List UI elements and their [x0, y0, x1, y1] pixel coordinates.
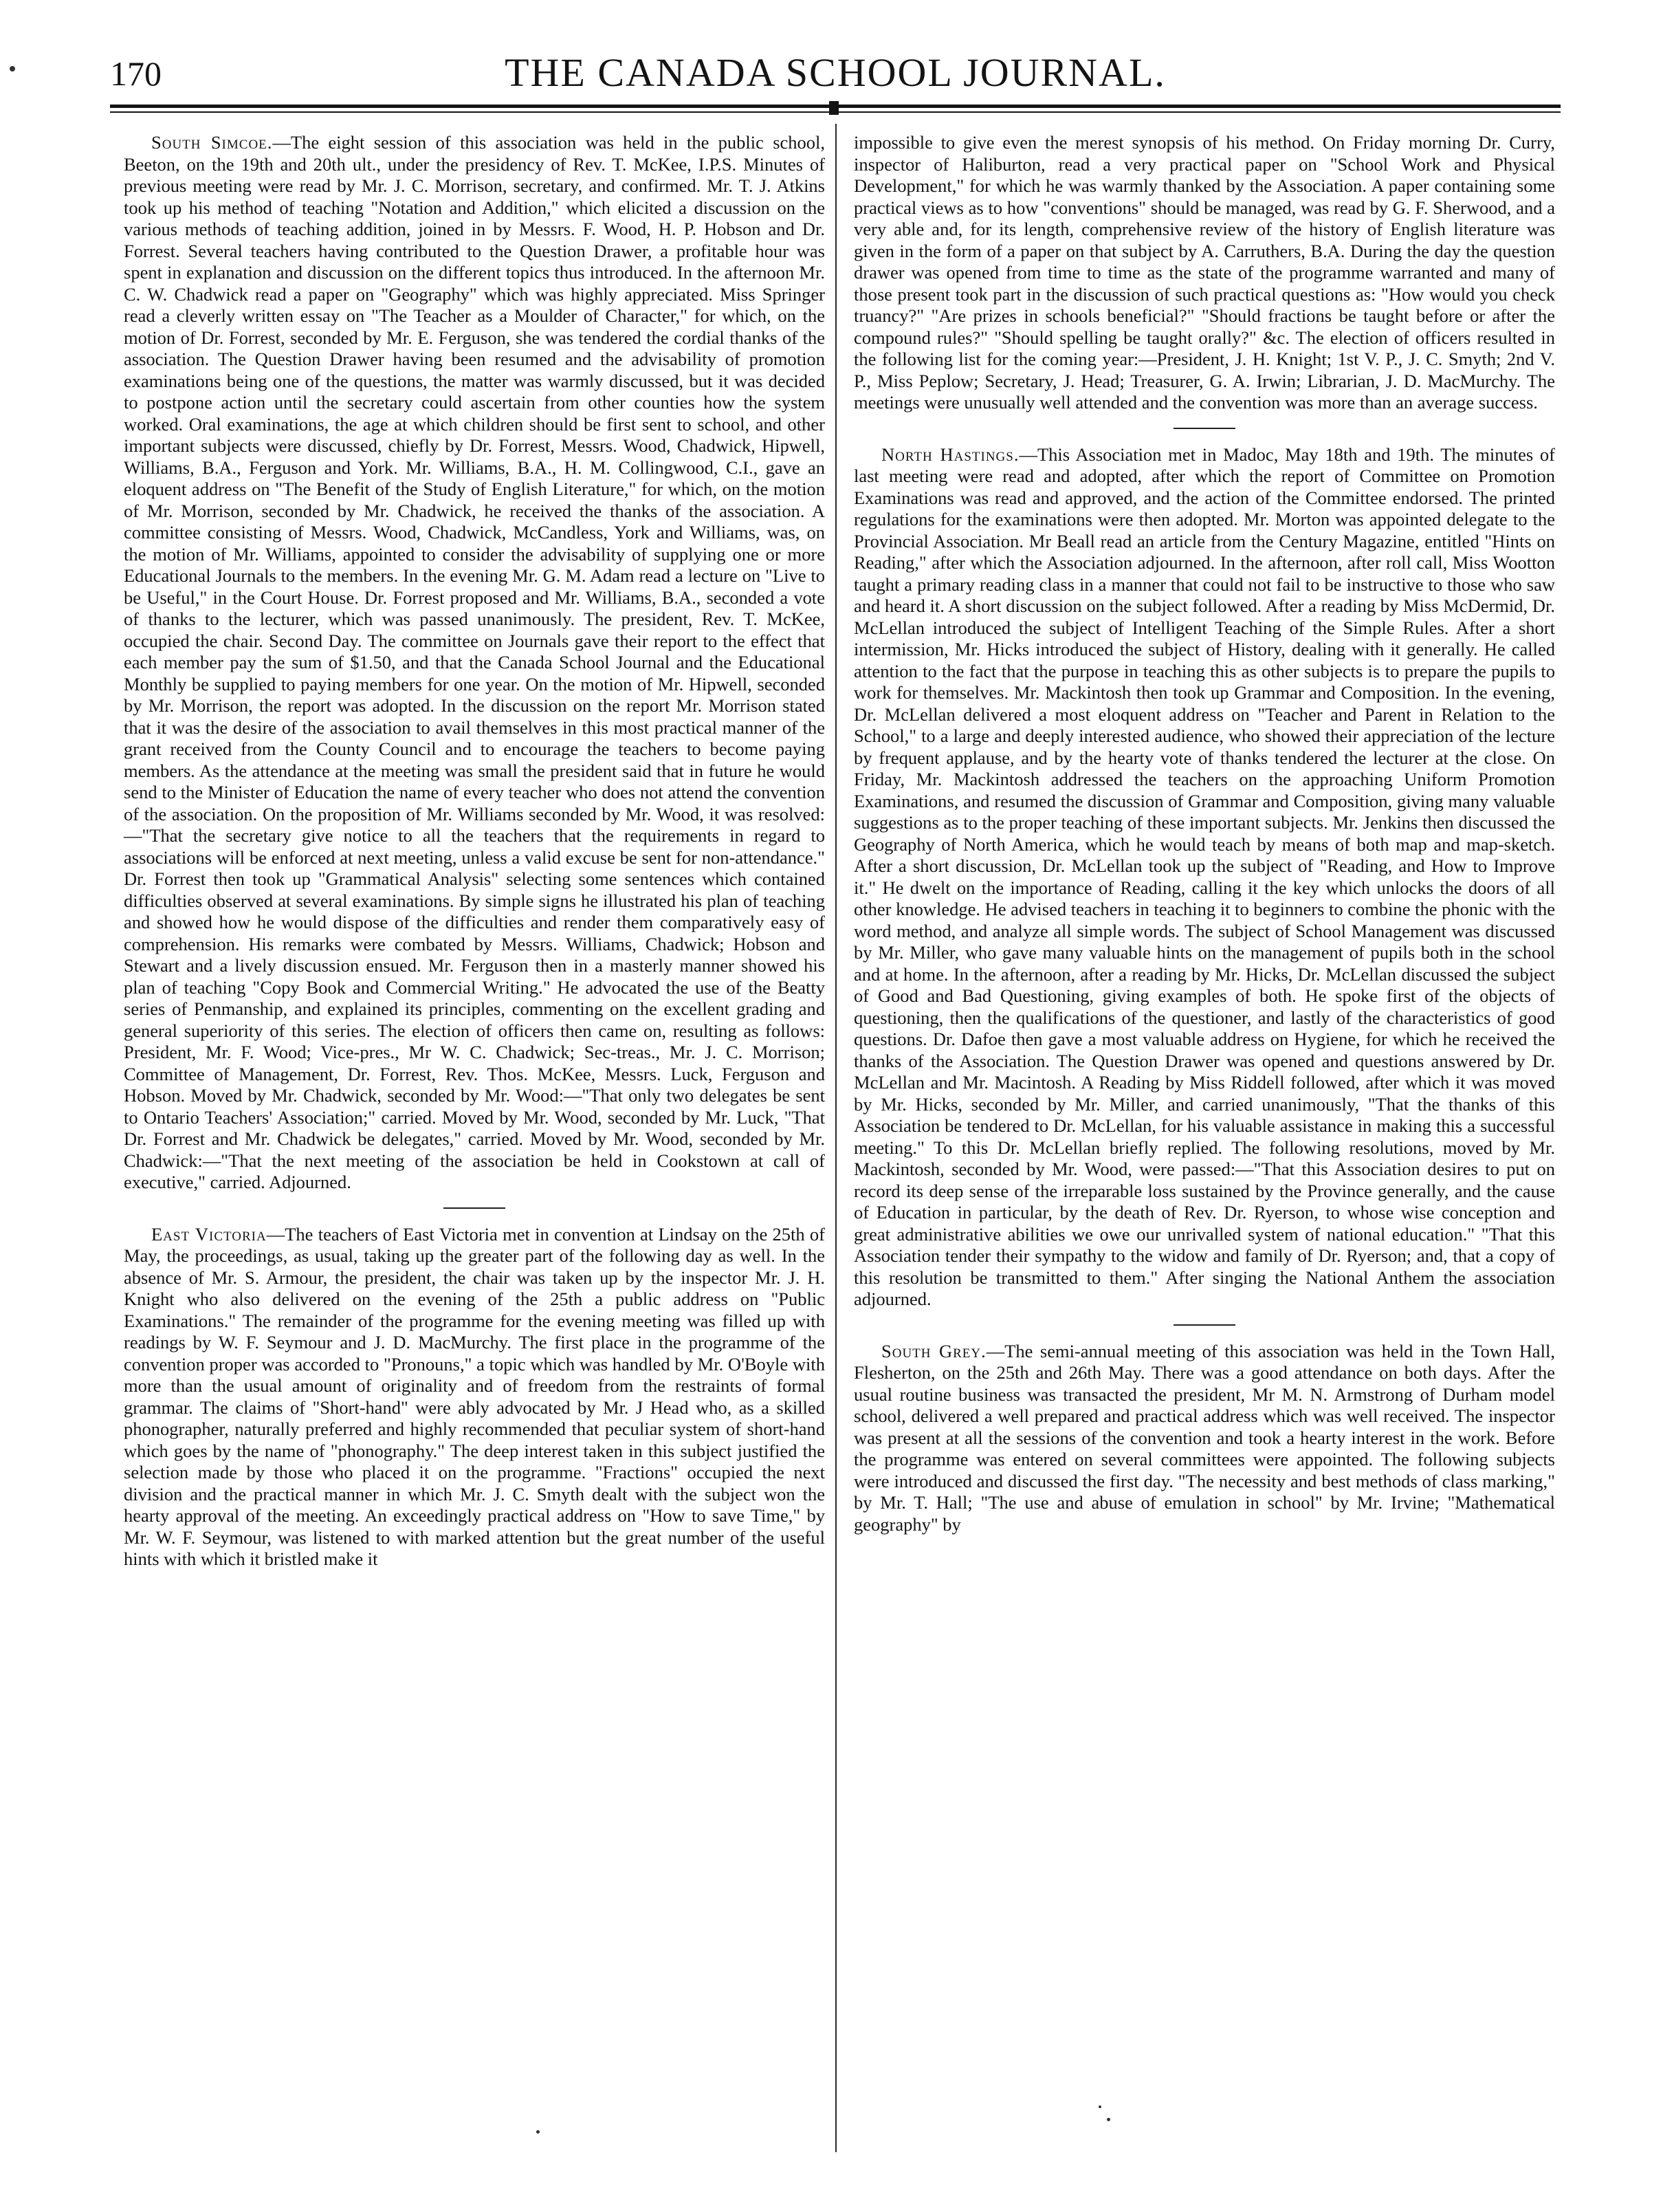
- journal-title: THE CANADA SCHOOL JOURNAL.: [505, 50, 1166, 95]
- masthead: [110, 50, 1561, 98]
- article-paragraph: [124, 132, 825, 1194]
- article-heading: South Simcoe.: [151, 132, 273, 153]
- article-paragraph: [854, 1341, 1555, 1536]
- print-speck: [536, 2130, 540, 2134]
- left-column: [124, 132, 825, 1570]
- article-paragraph: [854, 444, 1555, 1311]
- article-body: impossible to give even the merest synopsis of his method. On Friday morning Dr. Curry, inspector of Haliburton, read a very practical paper on "School Work and Physical Development," for which he was warmly thanked by the Association. A paper containing some practical views as to how "conventions" should be managed, was read by G. F. Sherwood, and a very able and, for its length, comprehensive review of the history of English literature was given in the form of a paper on that subject by A. Carruthers, B.A. During the day the question drawer was opened from time to time as the state of the programme warranted and many of those present took part in the discussion of such practical questions as: "How would you check truancy?" "Are prizes in schools beneficial?" "Should fractions be taught before or after the compound rules?" "Should spelling be taught orally?" &c. The election of officers resulted in the following list for the coming year:—President, J. H. Knight; 1st V. P., J. C. Smyth; 2nd V. P., Miss Peplow; Secretary, J. Head; Treasurer, G. A. Irwin; Librarian, J. D. MacMurchy. The meetings were unusually well attended and the convention was more than an average success.: [854, 132, 1555, 413]
- article-body: —The semi-annual meeting of this association was held in the Town Hall, Flesherton, on the 25th and 26th May. There was a good attendance on both days. After the usual routine business was transacted the president, Mr M. N. Armstrong of Durham model school, delivered a well prepared and practical address which was well received. The inspector was present at all the sessions of the convention and took a hearty interest in the work. Before the programme was entered on several committees were appointed. The following subjects were introduced and discussed the first day. "The necessity and best methods of class marking," by Mr. T. Hall; "The use and abuse of emulation in school" by Mr. Irvine; "Mathematical geography" by: [854, 1340, 1555, 1535]
- print-speck: [10, 66, 15, 72]
- article-paragraph: [854, 132, 1555, 414]
- header-rule-ornament: [829, 101, 839, 115]
- article-north-hastings: [854, 444, 1555, 1311]
- print-speck: [1107, 2118, 1110, 2121]
- column-divider: [835, 124, 837, 2152]
- page-number: 170: [110, 54, 162, 93]
- article-heading: South Grey.: [881, 1340, 987, 1361]
- article-paragraph: [124, 1224, 825, 1570]
- article-body: —The eight session of this association was held in the public school, Beeton, on the 19th and 20th ult., under the presidency of Rev. T. McKee, I.P.S. Minutes of previous meeting were read by Mr. J. C. Morrison, secretary, and confirmed. Mr. T. J. Atkins took up his method of teaching "Notation and Addition," which elicited a discussion on the various methods of teaching addition, joined in by Messrs. F. Wood, H. P. Hobson and Dr. Forrest. Several teachers having contributed to the Question Drawer, a profitable hour was spent in explanation and discussion on the different topics thus introduced. In the afternoon Mr. C. W. Chadwick read a paper on "Geography" which was highly appreciated. Miss Springer read a cleverly written essay on "The Teacher as a Moulder of Character," for which, on the motion of Dr. Forrest, seconded by Mr. E. Ferguson, she was tendered the cordial thanks of the association. The Question Drawer having been resumed and the advisability of promotion examinations being one of the questions, the matter was warmly discussed, but it was decided to postpone action until the secretary could ascertain from other counties how the system worked. Oral examinations, the age at which children should be first sent to school, and other important subjects were discussed, chiefly by Dr. Forrest, Messrs. Wood, Chadwick, Hipwell, Williams, B.A., Ferguson and York. Mr. Williams, B.A., H. M. Collingwood, C.I., gave an eloquent address on "The Benefit of the Study of English Literature," for which, on the motion of Mr. Morrison, seconded by Mr. Chadwick, he received the thanks of the association. A committee consisting of Messrs. Wood, Chadwick, McCandless, York and Williams, was, on the motion of Mr. Williams, appointed to consider the advisability of supplying one or more Educational Journals to the members. In the evening Mr. G. M. Adam read a lecture on "Live to be Useful," in the Court House. Dr. Forrest proposed and Mr. Williams, B.A., seconded a vote of thanks to the lecturer, which was passed unanimously. The president, Rev. T. McKee, occupied the chair. Second Day. The committee on Journals gave their report to the effect that each member pay the sum of $1.50, and that the Canada School Journal and the Educational Monthly be supplied to paying members for one year. On the motion of Mr. Hipwell, seconded by Mr. Morrison, the report was adopted. In the discussion on the report Mr. Morrison stated that it was the desire of the association to avail themselves in this most practical manner of the grant received from the County Council and to encourage the teachers to become paying members. As the attendance at the meeting was small the president said that in future he would send to the Minister of Education the name of every teacher who does not attend the convention of the association. On the proposition of Mr. Williams seconded by Mr. Wood, it was resolved:—"That the secretary give notice to all the teachers that the requirements in regard to associations will be enforced at next meeting, unless a valid excuse be sent for non-attendance." Dr. Forrest then took up "Grammatical Analysis" selecting some sentences which contained difficulties observed at several examinations. By simple signs he illustrated his plan of teaching and showed how he would dispose of the difficulties and render them comparatively easy of comprehension. His remarks were combated by Messrs. Williams, Chadwick; Hobson and Stewart and a lively discussion ensued. Mr. Ferguson then in a masterly manner showed his plan of teaching "Copy Book and Commercial Writing." He advocated the use of the Beatty series of Penmanship, and explained its principles, commenting on the excellent grading and general superiority of this series. The election of officers then came on, resulting as follows: President, Mr. F. Wood; Vice-pres., Mr W. C. Chadwick; Sec-treas., Mr. J. C. Morrison; Committee of Management, Dr. Forrest, Rev. Thos. McKee, Messrs. Luck, Ferguson and Hobson. Moved by Mr. Chadwick, seconded by Mr. Wood:—"That only two delegates be sent to Ontario Teachers' Association;" carried. Moved by Mr. Wood, seconded by Mr. Luck, "That Dr. Forrest and Mr. Chadwick be delegates," carried. Moved by Mr. Wood, seconded by Mr. Chadwick:—"That the next meeting of the association be held in Cookstown at call of executive," carried. Adjourned.: [124, 132, 826, 1192]
- right-column: [854, 132, 1555, 1535]
- article-body: —The teachers of East Victoria met in convention at Lindsay on the 25th of May, the proceedings, as usual, taking up the greater part of the following day as well. In the absence of Mr. S. Armour, the president, the chair was taken up by the inspector Mr. J. H. Knight who also delivered on the evening of the 25th a public address on "Public Examinations." The remainder of the programme for the evening meeting was filled up with readings by W. F. Seymour and J. D. MacMurchy. The first place in the programme of the convention proper was accorded to "Pronouns," a topic which was handled by Mr. O'Boyle with more than the usual amount of originality and of freedom from the restraints of formal grammar. The claims of "Short-hand" were ably advocated by Mr. J Head who, as a skilled phonographer, naturally preferred and highly recommended that peculiar system of short-hand which goes by the name of "phonography." The deep interest taken in this subject justified the selection made by those who placed it on the programme. "Fractions" occupied the next division and the practical manner in which Mr. J. C. Smyth dealt with the subject won the hearty approval of the meeting. An exceedingly practical address on "How to save Time," by Mr. W. F. Seymour, was listened to with marked attention but the great number of the useful hints with which it bristled make it: [124, 1223, 825, 1569]
- article-east-victoria: [124, 1224, 825, 1570]
- article-body: —This Association met in Madoc, May 18th and 19th. The minutes of last meeting were read and adopted, after which the report of Committee on Promotion Examinations was read and approved, and the action of the Committee endorsed. The printed regulations for the examinations were then adopted. Mr. Morton was appointed delegate to the Provincial Association. Mr Beall read an article from the Century Magazine, entitled "Hints on Reading," after which the Association adjourned. In the afternoon, after roll call, Miss Wootton taught a primary reading class in a manner that could not fail to be instructive to those who saw and heard it. A short discussion on the subject followed. After a reading by Miss McDermid, Dr. McLellan introduced the subject of Intelligent Teaching of the Simple Rules. After a short intermission, Mr. Hicks introduced the subject of History, dealing with it generally. He called attention to the fact that the purpose in teaching this as other subjects is to prepare the pupils to work for themselves. Mr. Mackintosh then took up Grammar and Composition. In the evening, Dr. McLellan delivered a most eloquent address on "Teacher and Parent in Relation to the School," to a large and deeply interested audience, who showed their appreciation of the lecture by frequent applause, and by the hearty vote of thanks tendered the lecturer at the close. On Friday, Mr. Mackintosh addressed the teachers on the approaching Uniform Promotion Examinations, and resumed the discussion of Grammar and Composition, giving many valuable suggestions as to the proper teaching of these important subjects. Mr. Jenkins then discussed the Geography of North America, which he would teach by means of both map and map-sketch. After a short discussion, Dr. McLellan took up the subject of "Reading, and How to Improve it." He dwelt on the importance of Reading, calling it the key which unlocks the doors of all other knowledge. He advised teachers in teaching it to beginners to combine the phonic with the word method, and analyze all simple words. The subject of School Management was discussed by Mr. Miller, who gave many valuable hints on the management of pupils both in the school and at home. In the afternoon, after a reading by Mr. Hicks, Dr. McLellan discussed the subject of Good and Bad Questioning, giving examples of both. He spoke first of the objects of questioning, then the qualifications of the questioner, and lastly of the characteristics of good questions. Dr. Dafoe then gave a most valuable address on Hygiene, for which he received the thanks of the Association. The Question Drawer was opened and questions answered by Dr. McLellan and Mr. Macintosh. A Reading by Miss Riddell followed, after which it was moved by Mr. Hicks, seconded by Mr. Miller, and carried unanimously, "That the thanks of this Association be tendered to Dr. McLellan, for his valuable assistance in making this a successful meeting." To this Dr. McLellan briefly replied. The following resolutions, moved by Mr. Mackintosh, seconded by Mr. Wood, were passed:—"That this Association desires to put on record its deep sense of the irreparable loss sustained by the Province generally, and the cause of Education in particular, by the death of Rev. Dr. Ryerson, to whose wise conception and great administrative abilities we owe our unrivalled system of national education." "That this Association tender their sympathy to the widow and family of Dr. Ryerson; and, that a copy of this resolution be transmitted to them." After singing the National Anthem the association adjourned.: [854, 444, 1555, 1309]
- article-heading: East Victoria: [151, 1223, 267, 1245]
- article-south-grey: [854, 1341, 1555, 1536]
- article-heading: North Hastings.: [881, 444, 1020, 465]
- article-south-simcoe: [124, 132, 825, 1194]
- article-east-victoria-continued: [854, 132, 1555, 414]
- print-speck: [1099, 2105, 1101, 2108]
- section-break: [443, 1207, 505, 1209]
- section-break: [1174, 1324, 1235, 1326]
- section-break: [1174, 428, 1235, 429]
